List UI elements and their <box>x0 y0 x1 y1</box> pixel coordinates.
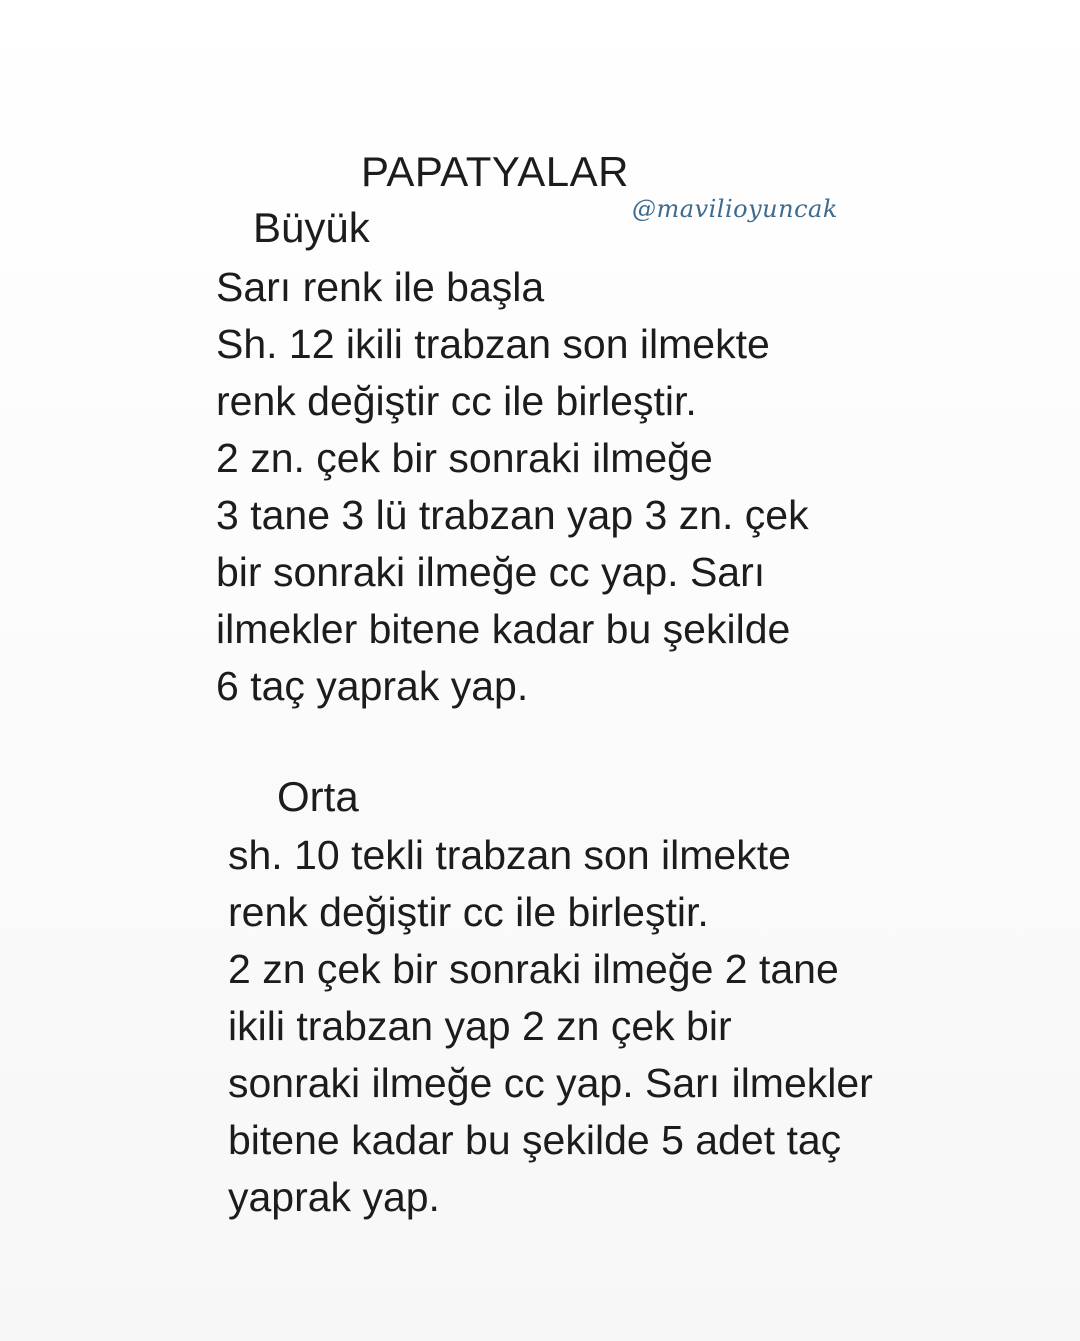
instruction-line: ikili trabzan yap 2 zn çek bir <box>228 1003 732 1049</box>
instruction-line: 2 zn çek bir sonraki ilmeğe 2 tane <box>228 946 839 992</box>
page-title: PAPATYALAR <box>361 148 629 195</box>
instruction-line: 3 tane 3 lü trabzan yap 3 zn. çek <box>216 492 809 538</box>
instructions-orta <box>228 827 873 1226</box>
instruction-line: 2 zn. çek bir sonraki ilmeğe <box>216 435 713 481</box>
instruction-line: yaprak yap. <box>228 1174 440 1220</box>
watermark-signature: @mavilioyuncak <box>632 195 838 223</box>
instruction-line: ilmekler bitene kadar bu şekilde <box>216 606 791 652</box>
instruction-line: sh. 10 tekli trabzan son ilmekte <box>228 832 791 878</box>
section-heading-buyuk: Büyük <box>253 204 370 251</box>
instruction-line: bitene kadar bu şekilde 5 adet taç <box>228 1117 842 1163</box>
instruction-line: sonraki ilmeğe cc yap. Sarı ilmekler <box>228 1060 873 1106</box>
instruction-line: renk değiştir cc ile birleştir. <box>228 889 709 935</box>
instruction-line: Sh. 12 ikili trabzan son ilmekte <box>216 321 770 367</box>
instruction-line: 6 taç yaprak yap. <box>216 663 529 709</box>
instructions-buyuk <box>216 259 809 715</box>
instruction-line: Sarı renk ile başla <box>216 264 545 310</box>
section-heading-orta: Orta <box>277 773 359 820</box>
instruction-line: renk değiştir cc ile birleştir. <box>216 378 697 424</box>
instruction-line: bir sonraki ilmeğe cc yap. Sarı <box>216 549 766 595</box>
